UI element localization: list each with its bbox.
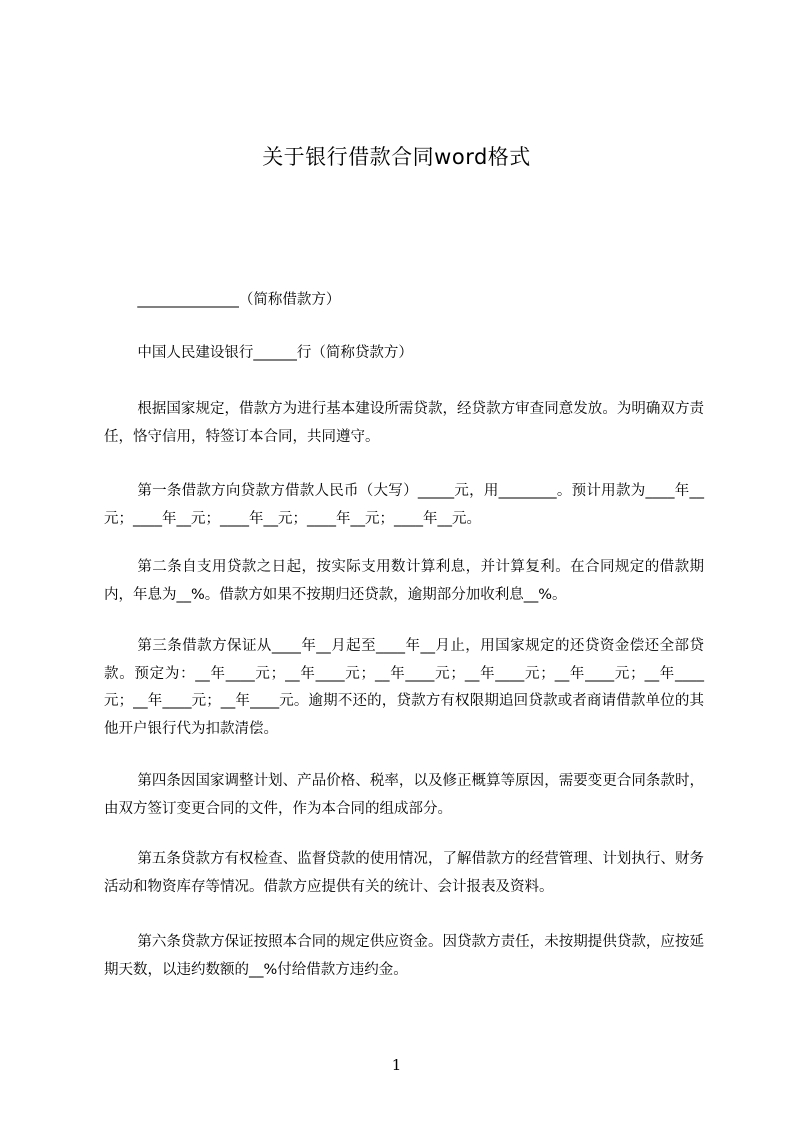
paragraph-preamble: 根据国家规定，借款方为进行基本建设所需贷款，经贷款方审查同意发放。为明确双方责任，恪守信用，特签订本合同，共同遵守。 <box>104 401 704 445</box>
paragraph-borrower: ______________（简称借款方） <box>137 292 341 308</box>
paragraph-article-1: 第一条借款方向贷款方借款人民币（大写）_____元，用________。预计用款为____年__元；____年__元；____年__元；____年__元；____年__元。 <box>104 483 704 527</box>
paragraph-lender: 中国人民建设银行______行（简称贷款方） <box>137 345 413 361</box>
paragraph-article-5: 第五条贷款方有权检查、监督贷款的使用情况，了解借款方的经营管理、计划执行、财务活动和物资库存等情况。借款方应提供有关的统计、会计报表及资料。 <box>104 851 704 895</box>
paragraph-article-3: 第三条借款方保证从____年__月起至____年__月止，用国家规定的还贷资金偿还全部贷款。预定为：__年____元；__年____元；__年____元；__年____元；__年____元；__年____元；__年____元；__年____元。逾期不还的，贷款方有权限期追回贷款或者商请借款单位的其他开户银行代为扣款清偿。 <box>104 638 704 737</box>
document-title: 关于银行借款合同word格式 <box>262 145 531 169</box>
paragraph-article-4: 第四条因国家调整计划、产品价格、税率，以及修正概算等原因，需要变更合同条款时，由双方签订变更合同的文件，作为本合同的组成部分。 <box>104 773 704 817</box>
paragraph-article-6: 第六条贷款方保证按照本合同的规定供应资金。因贷款方责任，未按期提供贷款，应按延期天数，以违约数额的__%付给借款方违约金。 <box>104 934 704 978</box>
page-number: 1 <box>391 1056 402 1074</box>
paragraph-article-2: 第二条自支用贷款之日起，按实际支用数计算利息，并计算复利。在合同规定的借款期内，年息为__%。借款方如果不按期归还贷款，逾期部分加收利息__%。 <box>104 559 704 603</box>
